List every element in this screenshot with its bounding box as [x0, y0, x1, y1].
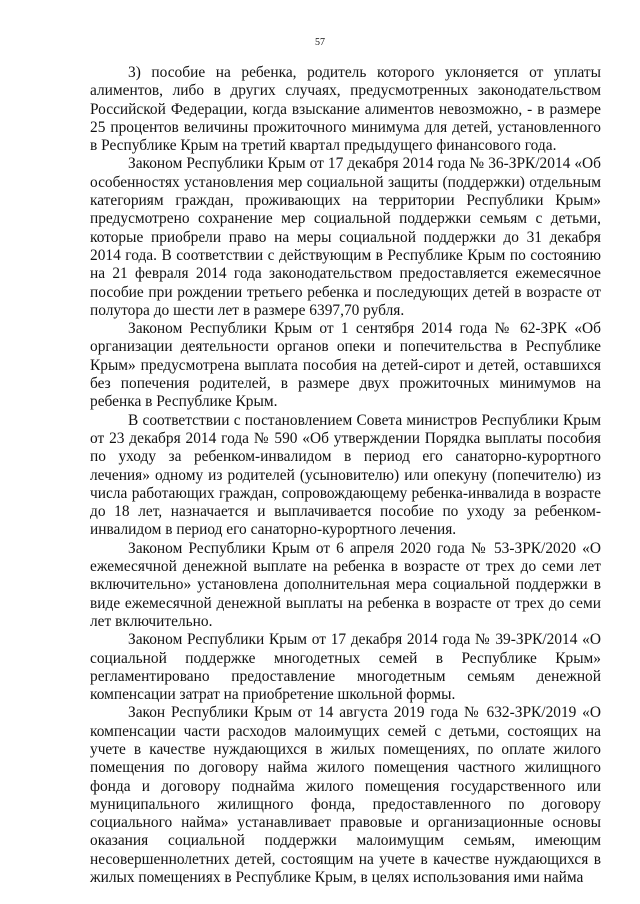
document-body [90, 64, 601, 887]
paragraph-law-632-zrk: Закон Республики Крым от 14 августа 2019 года № 632-ЗРК/2019 «О компенсации части расходов малоимущих семей с детьми, состоящих на учете в качестве нуждающихся в жилых помещениях, по оплате жилого помещения по договору найма жилого помещения частного жилищного фонда и договору поднайма жилого помещения государственного или муниципального жилищного фонда, предоставленного по договору социального найма» устанавливает правовые и организационные основы оказания социальной поддержки малоимущим семьям, имеющим несовершеннолетних детей, состоящим на учете в качестве нуждающихся в жилых помещениях в Республике Крым, в целях использования ими найма [90, 704, 601, 887]
paragraph-law-39-zrk: Законом Республики Крым от 17 декабря 2014 года № 39-ЗРК/2014 «О социальной поддержке многодетных семей в Республике Крым» регламентировано предоставление многодетным семьям денежной компенсации затрат на приобретение школьной формы. [90, 631, 601, 704]
paragraph-law-36-zrk: Законом Республики Крым от 17 декабря 2014 года № 36-ЗРК/2014 «Об особенностях установления мер социальной защиты (поддержки) отдельным категориям граждан, проживающих на территории Республики Крым» предусмотрено сохранение мер социальной поддержки семьям с детьми, которые приобрели право на меры социальной поддержки до 31 декабря 2014 года. В соответствии с действующим в Республике Крым по состоянию на 21 февраля 2014 года законодательством предоставляется ежемесячное пособие при рождении третьего ребенка и последующих детей в возрасте от полутора до шести лет в размере 6397,70 рубля. [90, 155, 601, 319]
paragraph-resolution-590: В соответствии с постановлением Совета министров Республики Крым от 23 декабря 2014 года № 590 «Об утверждении Порядка выплаты пособия по уходу за ребенком-инвалидом в период его санаторно-курортного лечения» одному из родителей (усыновителю) или опекуну (попечителю) из числа работающих граждан, сопровождающему ребенка-инвалида в возрасте до 18 лет, назначается и выплачивается пособие по уходу за ребенком-инвалидом в период его санаторно-курортного лечения. [90, 411, 601, 539]
page-number: 57 [315, 37, 325, 48]
paragraph-law-53-zrk: Законом Республики Крым от 6 апреля 2020 года № 53-ЗРК/2020 «О ежемесячной денежной выплате на ребенка в возрасте от трех до семи лет включительно» установлена дополнительная мера социальной поддержки в виде ежемесячной денежной выплаты на ребенка в возрасте от трех до семи лет включительно. [90, 539, 601, 630]
paragraph-law-62-zrk: Законом Республики Крым от 1 сентября 2014 года № 62-ЗРК «Об организации деятельности органов опеки и попечительства в Республике Крым» предусмотрена выплата пособия на детей-сирот и детей, оставшихся без попечения родителей, в размере двух прожиточных минимумов на ребенка в Республике Крым. [90, 320, 601, 411]
paragraph-child-allowance: 3) пособие на ребенка, родитель которого уклоняется от уплаты алиментов, либо в других случаях, предусмотренных законодательством Российской Федерации, когда взыскание алиментов невозможно, - в размере 25 процентов величины прожиточного минимума для детей, установленного в Республике Крым на третий квартал предыдущего финансового года. [90, 64, 601, 155]
